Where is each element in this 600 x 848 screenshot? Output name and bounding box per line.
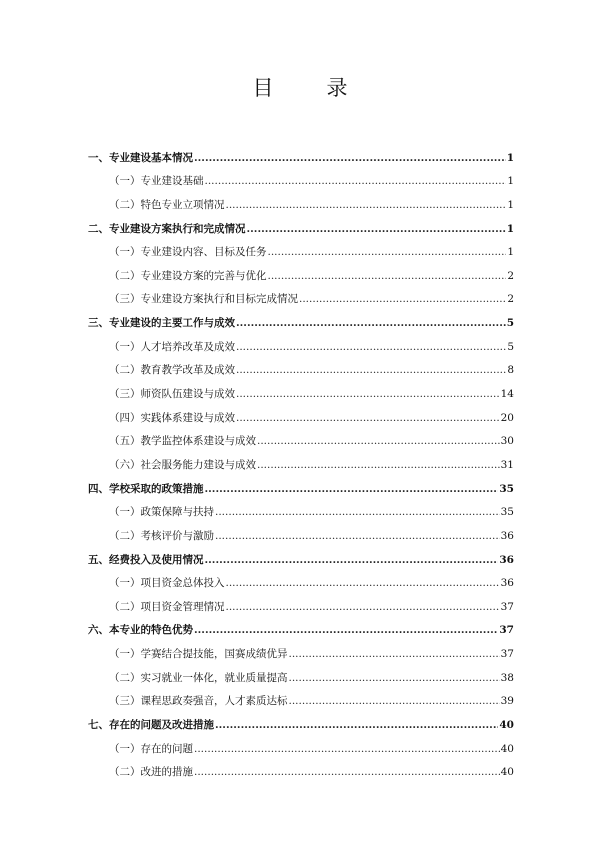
toc-entry-label: （一）政策保障与扶持 bbox=[109, 506, 214, 519]
toc-entry-label: 三、专业建设的主要工作与成效 bbox=[88, 317, 235, 330]
toc-page-number: 8 bbox=[507, 364, 514, 377]
toc-dot-leader bbox=[226, 601, 500, 614]
toc-page-number: 37 bbox=[499, 624, 514, 637]
toc-dot-leader bbox=[257, 459, 500, 472]
toc-page-number: 36 bbox=[499, 553, 514, 566]
toc-dot-leader bbox=[236, 364, 506, 377]
toc-section-entry[interactable] bbox=[88, 306, 514, 330]
toc-section-entry[interactable] bbox=[88, 472, 514, 496]
toc-dot-leader bbox=[247, 223, 506, 236]
toc-dot-leader bbox=[205, 175, 507, 188]
toc-section-entry[interactable] bbox=[88, 708, 514, 732]
toc-entry-label: （二）特色专业立项情况 bbox=[109, 198, 225, 211]
toc-page-number: 30 bbox=[500, 435, 514, 448]
toc-dot-leader bbox=[215, 530, 500, 543]
toc-dot-leader bbox=[226, 199, 507, 212]
toc-subsection-entry[interactable] bbox=[88, 330, 514, 354]
toc-page-number: 35 bbox=[499, 482, 514, 495]
toc-dot-leader bbox=[299, 293, 506, 306]
toc-page-number: 1 bbox=[507, 175, 514, 188]
toc-entry-label: （一）存在的问题 bbox=[109, 742, 193, 755]
toc-page-number: 2 bbox=[507, 293, 514, 306]
toc-page-number: 40 bbox=[500, 766, 514, 779]
toc-page-number: 39 bbox=[500, 695, 514, 708]
toc-dot-leader bbox=[268, 246, 507, 259]
toc-entry-label: （二）项目资金管理情况 bbox=[109, 600, 225, 613]
toc-entry-label: （五）教学监控体系建设与成效 bbox=[109, 435, 256, 448]
toc-entry-label: （三）专业建设方案执行和目标完成情况 bbox=[109, 293, 298, 306]
toc-dot-leader bbox=[289, 672, 500, 685]
toc-dot-leader bbox=[289, 648, 500, 661]
toc-dot-leader bbox=[257, 435, 500, 448]
toc-page-number: 31 bbox=[500, 458, 514, 471]
toc-section-entry[interactable] bbox=[88, 212, 514, 236]
toc-entry-label: （一）专业建设内容、目标及任务 bbox=[109, 246, 267, 259]
toc-entry-label: （二）教育教学改革及成效 bbox=[109, 364, 235, 377]
toc-subsection-entry[interactable] bbox=[88, 496, 514, 520]
toc-dot-leader bbox=[268, 270, 507, 283]
toc-dot-leader bbox=[194, 624, 498, 637]
toc-page-number: 1 bbox=[507, 198, 514, 211]
toc-subsection-entry[interactable] bbox=[88, 425, 514, 449]
toc-entry-label: （一）专业建设基础 bbox=[109, 175, 204, 188]
toc-page-number: 20 bbox=[500, 411, 514, 424]
toc-subsection-entry[interactable] bbox=[88, 259, 514, 283]
toc-subsection-entry[interactable] bbox=[88, 590, 514, 614]
toc-subsection-entry[interactable] bbox=[88, 567, 514, 591]
toc-subsection-entry[interactable] bbox=[88, 354, 514, 378]
toc-page-number: 1 bbox=[506, 222, 514, 235]
toc-dot-leader bbox=[194, 152, 506, 165]
toc-page-number: 36 bbox=[500, 577, 514, 590]
table-of-contents bbox=[88, 141, 514, 779]
toc-entry-label: （四）实践体系建设与成效 bbox=[109, 411, 235, 424]
toc-page-number: 5 bbox=[506, 317, 514, 330]
toc-section-entry[interactable] bbox=[88, 543, 514, 567]
toc-subsection-entry[interactable] bbox=[88, 685, 514, 709]
toc-dot-leader bbox=[205, 483, 499, 496]
toc-dot-leader bbox=[226, 577, 500, 590]
toc-page-number: 40 bbox=[499, 719, 514, 732]
toc-subsection-entry[interactable] bbox=[88, 188, 514, 212]
toc-subsection-entry[interactable] bbox=[88, 756, 514, 780]
toc-entry-label: 二、专业建设方案执行和完成情况 bbox=[88, 222, 246, 235]
toc-entry-label: （一）学赛结合提技能，国赛成绩优异 bbox=[109, 648, 288, 661]
toc-entry-label: （二）改进的措施 bbox=[109, 766, 193, 779]
toc-entry-label: （六）社会服务能力建设与成效 bbox=[109, 458, 256, 471]
toc-page-number: 5 bbox=[507, 340, 514, 353]
toc-dot-leader bbox=[236, 388, 500, 401]
toc-dot-leader bbox=[236, 317, 506, 330]
toc-subsection-entry[interactable] bbox=[88, 661, 514, 685]
toc-subsection-entry[interactable] bbox=[88, 637, 514, 661]
toc-subsection-entry[interactable] bbox=[88, 519, 514, 543]
toc-page-number: 40 bbox=[500, 742, 514, 755]
toc-dot-leader bbox=[194, 743, 500, 756]
toc-page-number: 14 bbox=[500, 388, 514, 401]
toc-entry-label: （三）课程思政奏强音，人才素质达标 bbox=[109, 695, 288, 708]
toc-entry-label: （二）专业建设方案的完善与优化 bbox=[109, 269, 267, 282]
toc-dot-leader bbox=[205, 554, 499, 567]
toc-section-entry[interactable] bbox=[88, 141, 514, 165]
toc-entry-label: （一）人才培养改革及成效 bbox=[109, 340, 235, 353]
toc-subsection-entry[interactable] bbox=[88, 236, 514, 260]
toc-subsection-entry[interactable] bbox=[88, 401, 514, 425]
toc-subsection-entry[interactable] bbox=[88, 283, 514, 307]
toc-subsection-entry[interactable] bbox=[88, 377, 514, 401]
toc-section-entry[interactable] bbox=[88, 614, 514, 638]
toc-page-number: 1 bbox=[507, 246, 514, 259]
toc-page-number: 2 bbox=[507, 269, 514, 282]
toc-page-number: 35 bbox=[500, 506, 514, 519]
toc-entry-label: 四、学校采取的政策措施 bbox=[88, 482, 204, 495]
toc-dot-leader bbox=[215, 506, 500, 519]
toc-dot-leader bbox=[236, 341, 506, 354]
toc-entry-label: 七、存在的问题及改进措施 bbox=[88, 719, 214, 732]
toc-page-number: 38 bbox=[500, 671, 514, 684]
toc-dot-leader bbox=[236, 412, 500, 425]
toc-page-number: 36 bbox=[500, 529, 514, 542]
toc-entry-label: 六、本专业的特色优势 bbox=[88, 624, 193, 637]
toc-subsection-entry[interactable] bbox=[88, 732, 514, 756]
toc-title: 目 录 bbox=[252, 76, 364, 100]
toc-page-number: 37 bbox=[500, 648, 514, 661]
toc-page-number: 1 bbox=[506, 151, 514, 164]
toc-entry-label: 一、专业建设基本情况 bbox=[88, 151, 193, 164]
toc-entry-label: （二）考核评价与激励 bbox=[109, 529, 214, 542]
toc-dot-leader bbox=[194, 766, 500, 779]
toc-entry-label: （一）项目资金总体投入 bbox=[109, 577, 225, 590]
toc-entry-label: 五、经费投入及使用情况 bbox=[88, 553, 204, 566]
toc-page-number: 37 bbox=[500, 600, 514, 613]
toc-dot-leader bbox=[215, 719, 498, 732]
toc-subsection-entry[interactable] bbox=[88, 448, 514, 472]
toc-subsection-entry[interactable] bbox=[88, 165, 514, 189]
toc-dot-leader bbox=[289, 695, 500, 708]
toc-entry-label: （二）实习就业一体化，就业质量提高 bbox=[109, 671, 288, 684]
toc-entry-label: （三）师资队伍建设与成效 bbox=[109, 388, 235, 401]
